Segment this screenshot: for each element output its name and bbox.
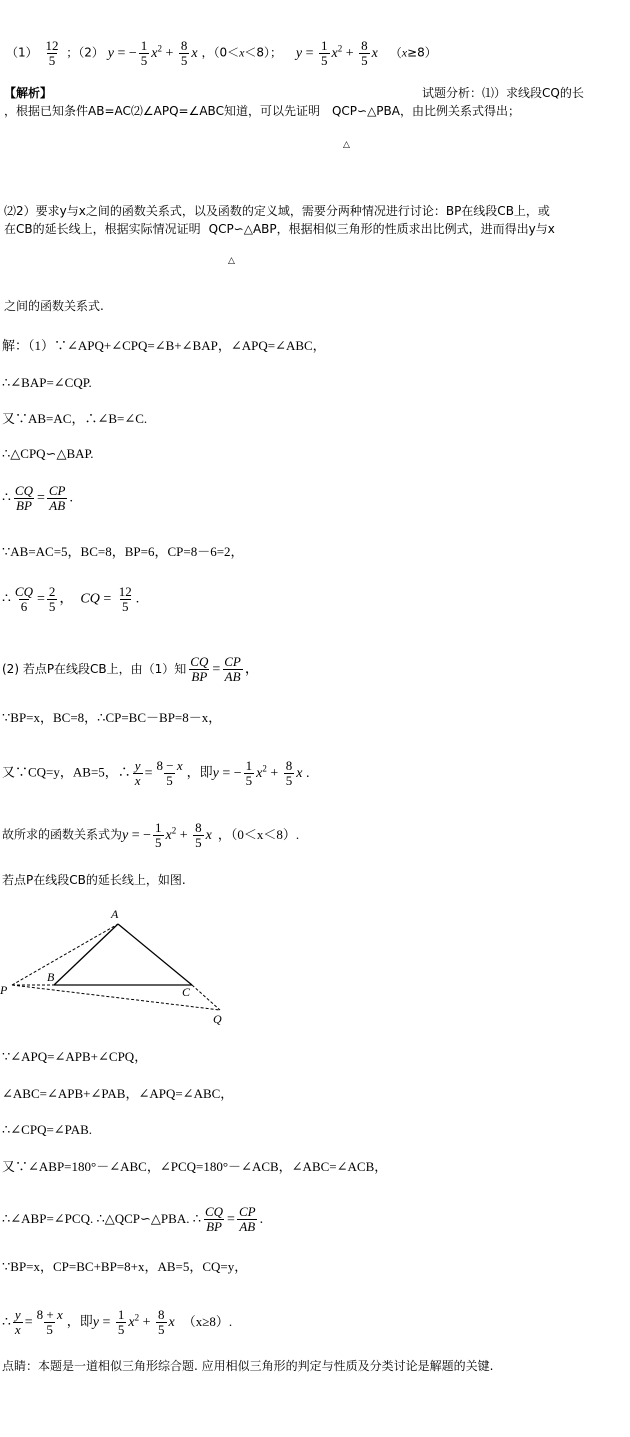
sol-line-2: ∴∠BAP=∠CQP. bbox=[2, 375, 92, 390]
analysis-line-5: 之间的函数关系式. bbox=[4, 299, 104, 313]
answer-domain-open: ，（0＜ bbox=[201, 45, 240, 60]
analysis-line-2b: QCP∽△PBA，由比例关系式得出； bbox=[331, 104, 520, 118]
note-line: 点睛：本题是一道相似三角形综合题. 应用相似三角形的判定与性质及分类讨论是解题的关键. bbox=[2, 1359, 494, 1373]
segment-cq bbox=[192, 985, 220, 1010]
analysis-tag: 【解析】 bbox=[4, 86, 53, 100]
sol-line-11: 故所求的函数关系式为y = − $\frac{1}{5}$ $x^2$ + $\frac{8}{5}$ x ，（0＜x＜8）. bbox=[2, 819, 300, 850]
fraction-12-5: $\frac{12}{5}$ bbox=[45, 37, 59, 68]
sol-line-8-text: (2) 若点P在线段CB上，由（1）知 bbox=[2, 662, 187, 676]
sol-line-1: 解：（1）∵∠APQ+∠CPQ=∠B+∠BAP，∠APQ=∠ABC， bbox=[2, 338, 326, 353]
sol-ratio-1: ∴ $\frac{CQ}{BP}$ = $\frac{CP}{AB}$ . bbox=[2, 483, 74, 513]
sol-line-8: (2) 若点P在线段CB上，由（1）知 $\frac{CQ}{BP}$ = $\frac{CP}{AB}$ ， bbox=[2, 654, 259, 685]
label-a: A bbox=[111, 907, 119, 921]
sol-line-15: ∴∠CPQ=∠PAB. bbox=[2, 1122, 93, 1137]
analysis-line-4a: 在CB的延长线上，根据实际情况证明 bbox=[4, 222, 201, 236]
sol-line-19-ie: ，即 bbox=[66, 1313, 93, 1329]
sol-line-11-domain: ，（0＜x＜8）. bbox=[217, 826, 300, 842]
sol-line-10-ie: ，即 bbox=[186, 764, 213, 780]
analysis-line-4b: QCP∽△ABP，根据相似三角形的性质求出比例式，进而得出y与x bbox=[208, 222, 555, 236]
analysis-line-4 bbox=[4, 221, 555, 237]
sol-line-19: ∴ $\frac{y}{x}$ = $\frac{8 + x}{5}$ ，即y = $\frac{1}{5}$ $x^2$ + $\frac{8}{5}$ x （x≥8）. bbox=[2, 1306, 233, 1337]
answer-domain2-close: ≥8） bbox=[407, 45, 437, 60]
sol-line-17-text: ∴∠ABP=∠PCQ. ∴△QCP∽△PBA. ∴ bbox=[2, 1211, 201, 1226]
segment-ab bbox=[54, 924, 118, 985]
answer-part1-label: （1） bbox=[6, 45, 38, 60]
triangle-symbol: △ bbox=[343, 140, 350, 150]
triangle-symbol-2: △ bbox=[228, 256, 235, 266]
sol-line-9: ∵BP=x，BC=8，∴CP=BC－BP=8－x， bbox=[2, 710, 222, 725]
sol-line-3: 又∵AB=AC，∴∠B=∠C. bbox=[2, 411, 148, 426]
geometry-figure bbox=[0, 903, 240, 1028]
sol-line-19-domain: （x≥8）. bbox=[182, 1313, 233, 1329]
sol-line-16: 又∵∠ABP=180°－∠ABC，∠PCQ=180°－∠ACB，∠ABC=∠ACB， bbox=[2, 1159, 388, 1174]
label-c: C bbox=[182, 985, 191, 999]
sol-line-6: ∵AB=AC=5，BC=8，BP=6，CP=8－6=2， bbox=[2, 544, 244, 559]
sol-line-11-text: 故所求的函数关系式为 bbox=[2, 827, 123, 842]
sol-line-4: ∴△CPQ∽△BAP. bbox=[2, 446, 94, 461]
label-q: Q bbox=[213, 1012, 222, 1026]
segment-pa bbox=[12, 924, 118, 985]
sol-line-12: 若点P在线段CB的延长线上，如图. bbox=[2, 873, 186, 887]
analysis-intro: 试题分析：⑴）求线段CQ的长 bbox=[422, 86, 584, 100]
sol-line-18: ∵BP=x，CP=BC+BP=8+x，AB=5，CQ=y， bbox=[2, 1259, 248, 1274]
sol-line-13: ∵∠APQ=∠APB+∠CPQ， bbox=[2, 1049, 148, 1064]
analysis-line-3: ⑵2）要求y与x之间的函数关系式，以及函数的定义域，需要分两种情况进行讨论：BP在线段CB上，或 bbox=[4, 204, 550, 218]
answer-line: （1） $\frac{12}{5}$ ；（2） y = − $\frac{1}{5}$ $x^2$ + $\frac{8}{5}$ x ，（0＜x＜8）； y = $\frac{1}{5}$ $x^2$ + $\frac{8}{5}$ x （x≥8） bbox=[6, 37, 437, 68]
analysis-line-2 bbox=[4, 103, 520, 119]
answer-sep: ；（2） bbox=[66, 45, 104, 60]
answer-formula-2: y = $\frac{1}{5}$ $x^2$ + $\frac{8}{5}$ x bbox=[295, 37, 378, 68]
sol-line-10: 又∵CQ=y，AB=5，∴ $\frac{y}{x}$ = $\frac{8 - x}{5}$ ，即y = − $\frac{1}{5}$ $x^2$ + $\frac{8}{5}$ x . bbox=[2, 757, 310, 788]
label-p: P bbox=[0, 983, 8, 997]
answer-domain-close: ＜8）； bbox=[244, 45, 283, 60]
answer-formula-1: y = − $\frac{1}{5}$ $x^2$ + $\frac{8}{5}$ x bbox=[107, 37, 198, 68]
sol-line-17: ∴∠ABP=∠PCQ. ∴△QCP∽△PBA. ∴ $\frac{CQ}{BP}$ = $\frac{CP}{AB}$ . bbox=[2, 1204, 264, 1235]
label-b: B bbox=[47, 970, 55, 984]
segment-ac bbox=[118, 924, 192, 985]
sol-cq-value: ∴ $\frac{CQ}{6}$ = $\frac{2}{5}$ ， CQ = $\frac{12}{5}$ . bbox=[2, 584, 140, 614]
answer-domain2-open: （ bbox=[389, 45, 402, 60]
sol-line-14: ∠ABC=∠APB+∠PAB，∠APQ=∠ABC， bbox=[2, 1086, 234, 1101]
sol-line-10-text: 又∵CQ=y，AB=5，∴ bbox=[2, 764, 131, 780]
analysis-line-2a: ，根据已知条件AB=AC⑵∠APQ=∠ABC知道，可以先证明 bbox=[4, 104, 320, 118]
